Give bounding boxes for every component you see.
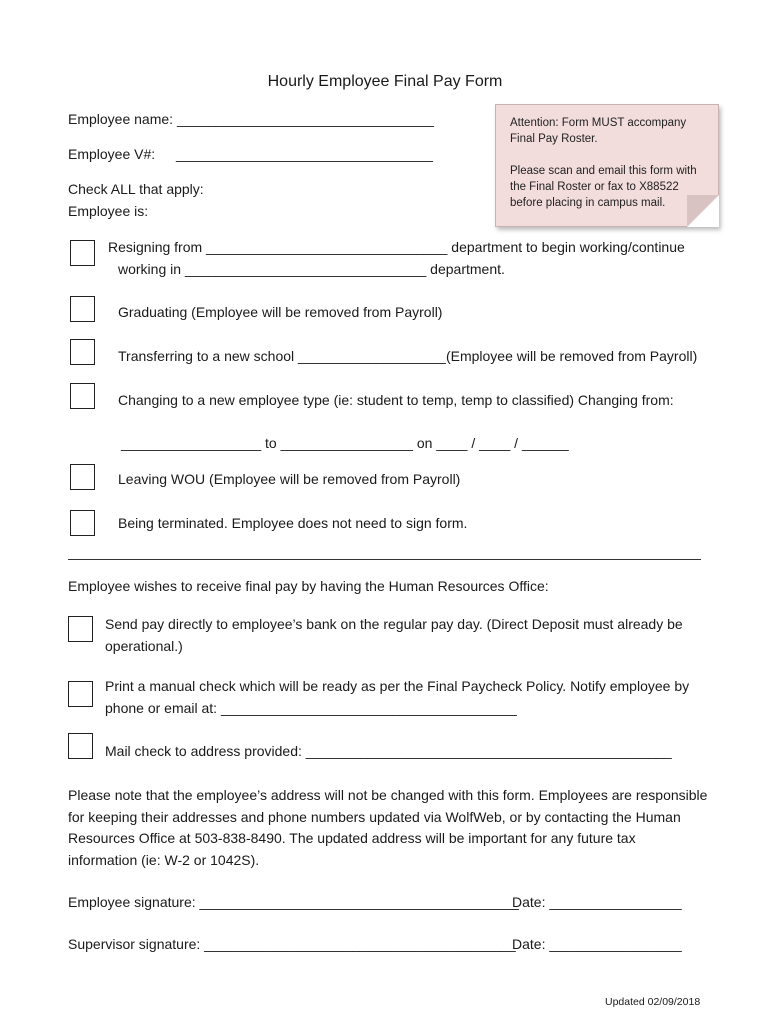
resigning-label: Resigning from _______________________________ department to begin working/continue: [108, 239, 685, 255]
note-line: Attention: Form MUST accompany: [510, 117, 687, 129]
changing-type-checkbox[interactable]: [70, 383, 95, 409]
notice-line: Please note that the employee’s address will not be changed with this form. Employees are responsible: [68, 787, 708, 803]
pay-method-heading: Employee wishes to receive final pay by having the Human Resources Office:: [68, 578, 549, 594]
check-all-label: Check ALL that apply:: [68, 181, 204, 197]
supervisor-date-field[interactable]: Date: _________________: [512, 936, 682, 952]
section-divider: [68, 559, 701, 560]
address-notice-paragraph: [68, 785, 708, 871]
manual-check-label: Print a manual check which will be ready as per the Final Paycheck Policy. Notify employee by: [105, 678, 690, 694]
terminated-label: Being terminated. Employee does not need to sign form.: [118, 515, 468, 531]
page-curl-icon: [687, 195, 719, 227]
employee-v-label: Employee V#:: [68, 146, 156, 162]
employee-date-field[interactable]: Date: _________________: [512, 894, 682, 910]
transferring-label: Transferring to a new school ___________________(Employee will be removed from Payroll): [118, 348, 698, 364]
supervisor-signature-field[interactable]: Supervisor signature: ________________________________________: [68, 936, 516, 952]
terminated-checkbox[interactable]: [70, 510, 95, 536]
resigning-label-cont: working in _______________________________ department.: [118, 261, 505, 277]
notice-line: Resources Office at 503-838-8490. The updated address will be important for any future tax: [68, 830, 636, 846]
direct-deposit-label-cont: operational.): [105, 638, 183, 654]
graduating-label: Graduating (Employee will be removed from Payroll): [118, 304, 443, 320]
employee-v-field[interactable]: _________________________________: [176, 146, 433, 162]
note-line: Please scan and email this form with: [510, 165, 697, 177]
manual-check-contact-field[interactable]: phone or email at: ______________________________________: [105, 700, 517, 716]
note-line: Final Pay Roster.: [510, 133, 598, 145]
transferring-checkbox[interactable]: [70, 339, 95, 365]
graduating-checkbox[interactable]: [70, 296, 95, 322]
mail-check-checkbox[interactable]: [68, 733, 93, 759]
manual-check-checkbox[interactable]: [68, 681, 93, 707]
employee-name-field[interactable]: Employee name: _________________________________: [68, 111, 434, 127]
attention-sticky-note: [495, 104, 719, 227]
mail-check-address-field[interactable]: Mail check to address provided: _______________________________________________: [105, 743, 672, 759]
direct-deposit-checkbox[interactable]: [68, 616, 93, 642]
resigning-checkbox[interactable]: [70, 240, 95, 266]
note-line: before placing in campus mail.: [510, 197, 666, 209]
leaving-checkbox[interactable]: [70, 464, 95, 490]
direct-deposit-label: Send pay directly to employee’s bank on the regular pay day. (Direct Deposit must already be: [105, 616, 683, 632]
notice-line: for keeping their addresses and phone numbers updated via WolfWeb, or by contacting the Human: [68, 808, 681, 825]
form-title: Hourly Employee Final Pay Form: [267, 73, 503, 90]
note-line: the Final Roster or fax to X88522: [510, 181, 679, 193]
updated-date: Updated 02/09/2018: [605, 996, 701, 1008]
notice-line: information (ie: W-2 or 1042S).: [68, 851, 260, 868]
changing-type-label: Changing to a new employee type (ie: student to temp, temp to classified) Changing from:: [118, 392, 674, 408]
leaving-label: Leaving WOU (Employee will be removed from Payroll): [118, 471, 461, 487]
employee-is-label: Employee is:: [68, 203, 149, 219]
employee-signature-field[interactable]: Employee signature: _________________________________________: [68, 894, 519, 910]
changing-type-fields[interactable]: __________________ to _________________ on ____ / ____ / ______: [121, 435, 569, 451]
